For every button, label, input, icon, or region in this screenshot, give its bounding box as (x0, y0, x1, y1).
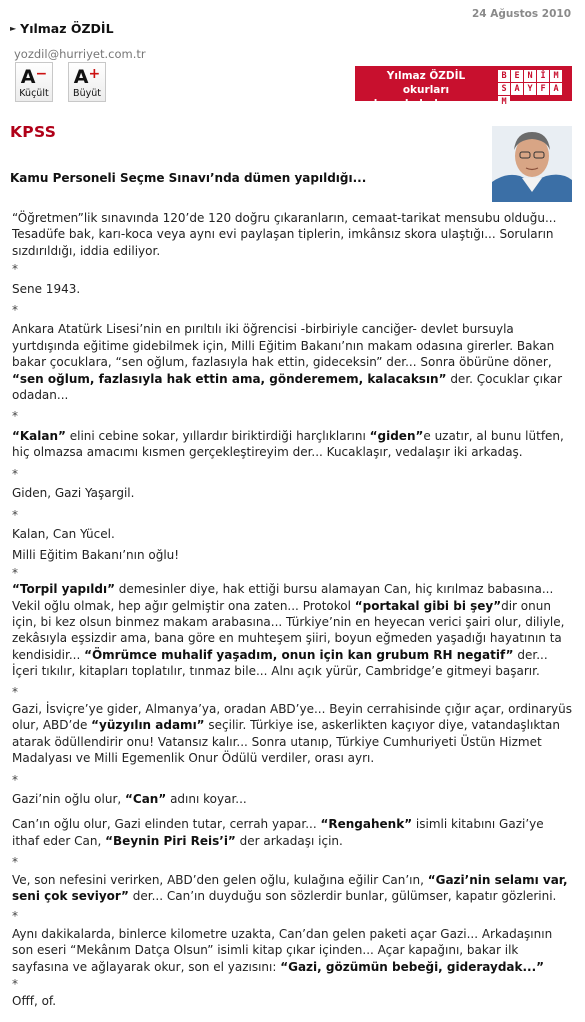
logo-letter: A (511, 83, 523, 95)
paragraph: “Torpil yapıldı” demesinler diye, hak ettiği bursu alamayan Can, hiç kırılmaz babasına... Vekil oğlu olmak, hep ağır gelmiştir ona zaten... Protokol “portakal gibi bi şey”dir onun için, bi kez olsun binmez makam arabasına... Türkiye’nin en heyecan verici şairi olur, diliyle, zekâsıyla eşsizdir ama, bana göre en muhteşem şiiri, boyun eğmeden yaşadığı hayatının ta kendisidir... “Ömrümce muhalif yaşadım, onun için kan grubum RH negatif” der... İçeri tıkılır, kitapları toplatılır, tınmaz bile... Alnı açık yürür, Cambridge’e gitmeyi başarır. (12, 582, 565, 679)
logo-letter: S (498, 83, 510, 95)
separator: * (12, 507, 18, 522)
banner-line-2: burada buluşuyor (373, 98, 479, 110)
paragraph: Gazi’nin oğlu olur, “Can” adını koyar... (12, 792, 247, 806)
increase-font-icon: A+ (73, 66, 101, 88)
logo-letter: B (498, 70, 510, 82)
separator: * (12, 909, 18, 924)
separator: * (12, 772, 18, 787)
separator: * (12, 684, 18, 699)
logo-letter: Y (524, 83, 536, 95)
author-row (10, 21, 114, 36)
article-subtitle: Kamu Personeli Seçme Sınavı’nda dümen yapıldığı... (10, 171, 367, 185)
author-email[interactable]: yozdil@hurriyet.com.tr (14, 47, 146, 61)
separator: * (12, 262, 18, 277)
decrease-font-label: Küçült (19, 88, 49, 99)
logo-letter: M (550, 70, 562, 82)
separator: * (12, 303, 18, 318)
paragraph: Sene 1943. (12, 281, 81, 296)
article-headline: KPSS (10, 123, 57, 141)
paragraph: Can’ın oğlu olur, Gazi elinden tutar, cerrah yapar... “Rengahenk” isimli kitabını Gazi’ye ithaf eder Can, “Beynin Piri Reis’i” der arkadaşı için. (12, 817, 544, 848)
bullet-arrow-icon: ► (10, 24, 17, 33)
benim-sayfam-logo (498, 70, 566, 108)
paragraph: Kalan, Can Yücel. (12, 526, 115, 541)
logo-letter: A (550, 83, 562, 95)
benim-sayfam-banner[interactable] (355, 66, 572, 110)
decrease-font-button[interactable] (15, 62, 53, 102)
separator: * (12, 855, 18, 870)
separator: * (12, 565, 18, 580)
article-date: 24 Ağustos 2010 (472, 8, 571, 20)
logo-letter: N (524, 70, 536, 82)
logo-letter: İ (537, 70, 549, 82)
separator: * (12, 977, 18, 992)
logo-letter: E (511, 70, 523, 82)
author-photo (492, 126, 572, 202)
paragraph: Aynı dakikalarda, binlerce kilometre uzakta, Can’dan gelen paketi açar Gazi... Arkadaşının son eseri “Mekânım Datça Olsun” isimli kitap çıkar içinden... Açar kapağını, bakar ilk sayfasına ve ağlayarak okur, son el yazısını: “Gazi, gözümün bebeği, gideraydak...” (12, 926, 553, 974)
paragraph: Ankara Atatürk Lisesi’nin en pırıltılı iki öğrencisi -birbiriyle canciğer- devlet bursuyla yurtdışında eğitime gidebilmek için, Milli Eğitim Bakanı’nın makam odasına girerler. Bakan bakar çocuklara, “sen oğlum, fazlasıyla hak ettin, gideceksin” der... Sonra öbürüne döner, “sen oğlum, fazlasıyla hak ettin ama, gönderemem, kalacaksın” der. Çocuklar çıkar odadan... (12, 322, 563, 403)
paragraph: Giden, Gazi Yaşargil. (12, 486, 135, 501)
increase-font-label: Büyüt (73, 88, 101, 99)
decrease-font-icon: A− (20, 66, 48, 88)
banner-text (363, 69, 489, 111)
increase-font-button[interactable] (68, 62, 106, 102)
paragraph: Gazi, İsviçre’ye gider, Almanya’ya, oradan ABD’ye... Beyin cerrahisinde çığır açar, ordinaryüs olur, ABD’de “yüzyılın adamı” seçilir. Türkiye ise, askerlikten kaçıyor diye, vatandaşlıktan atarak ödüllendirir onu! Vatansız kalır... Sonra utanıp, Türkiye Cumhuriyeti Üstün Hizmet Madalyası ve Milli Egemenlik Onur Ödülü verdiler, orası ayrı. (12, 701, 572, 766)
separator: * (12, 466, 18, 481)
banner-line-1: Yılmaz ÖZDİL okurları (386, 70, 466, 96)
author-name[interactable]: Yılmaz ÖZDİL (20, 21, 114, 36)
separator: * (12, 409, 18, 424)
paragraph: Ve, son nefesini verirken, ABD’den gelen oğlu, kulağına eğilir Can’ın, “Gazi’nin selamı var, seni çok seviyor” der... Can’ın duyduğu son sözlerdir bunlar, gülümser, kapatır gözlerini. (12, 872, 568, 904)
paragraph: Milli Eğitim Bakanı’nın oğlu! (12, 548, 180, 563)
paragraph: “Kalan” elini cebine sokar, yıllardır biriktirdiği harçlıklarını “giden”e uzatır, al bunu lütfen, hiç olmazsa amacımı kısmen gerçekleştireyim der... Kucaklaşır, vedalaşır iki arkadaş. (12, 428, 564, 460)
paragraph: “Öğretmen”lik sınavında 120’de 120 doğru çıkaranların, cemaat-tarikat mensubu olduğu... Tesadüfe bak, karı-koca veya aynı evi paylaşan tiplerin, imkânsız skora ulaştığı... Soruların sızdırıldığı, iddia ediliyor. (12, 211, 557, 258)
article-body (12, 210, 574, 1010)
logo-letter: M (498, 96, 510, 108)
paragraph: Offf, of. (12, 994, 57, 1009)
logo-letter: F (537, 83, 549, 95)
